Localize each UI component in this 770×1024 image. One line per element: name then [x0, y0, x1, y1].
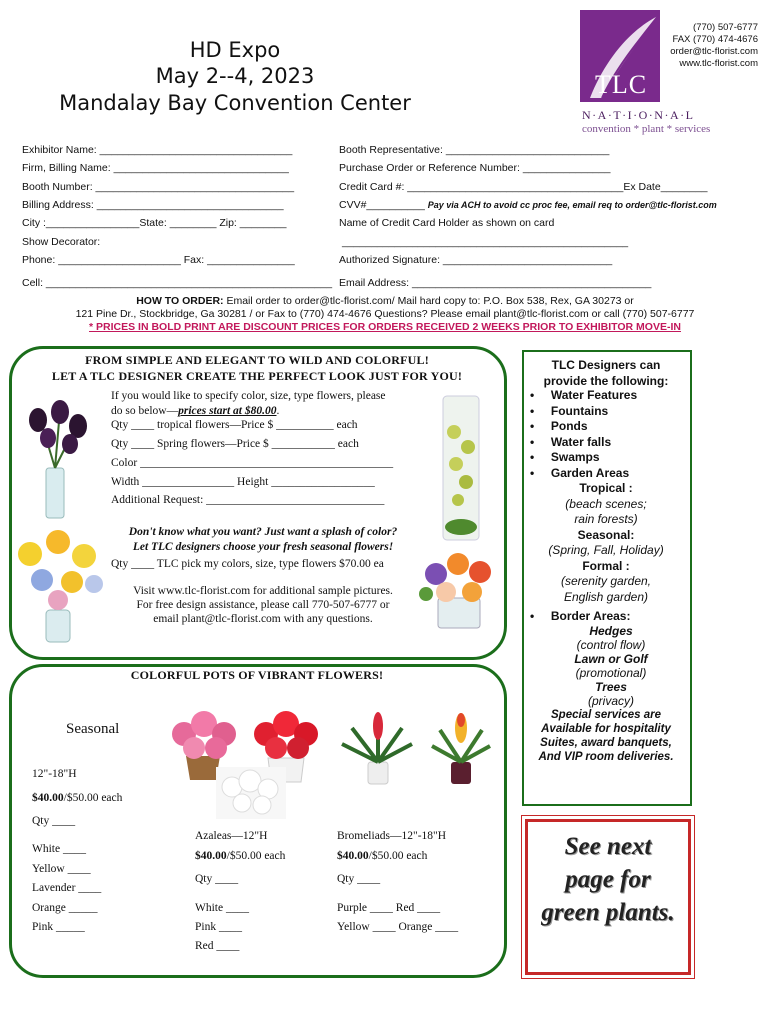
- design-price-start: prices start at $80.00: [178, 405, 277, 417]
- seasonal-pink-field[interactable]: Pink _____: [32, 921, 85, 933]
- services-heading: [524, 358, 688, 389]
- booth-representative-field[interactable]: Booth Representative: ____________________________: [339, 144, 610, 156]
- hedges-desc: (control flow): [576, 638, 646, 652]
- cardholder-name-field[interactable]: _________________________________________________: [342, 236, 629, 248]
- design-intro-1: If you would like to specify color, size, type flowers, please: [111, 390, 386, 402]
- visit-line-1: Visit www.tlc-florist.com for additional sample pictures.: [133, 585, 393, 597]
- contact-website[interactable]: www.tlc-florist.com: [679, 58, 758, 69]
- design-intro-2c: .: [276, 405, 280, 417]
- bromeliad-qty-field[interactable]: Qty ____: [337, 873, 381, 885]
- cvv-field[interactable]: [339, 198, 717, 212]
- services-heading-2: provide the following:: [543, 373, 669, 388]
- azalea-price: [195, 848, 285, 864]
- contact-block: [670, 22, 758, 70]
- city-state-zip-field[interactable]: City :________________State: ________ Zip: ________: [22, 217, 287, 229]
- azalea-color-list: [195, 899, 249, 956]
- seasonal-desc: (Spring, Fall, Holiday): [548, 543, 664, 557]
- visit-line-2: For free design assistance, please call 770-507-6777 or: [136, 599, 390, 611]
- lawn-golf-label: Lawn or Golf: [574, 652, 648, 666]
- seasonal-orange-field[interactable]: Orange _____: [32, 901, 98, 914]
- cvv-label: CVV#__________: [339, 199, 425, 211]
- lily-bouquet-image: [10, 524, 108, 644]
- discount-notice-text: * PRICES IN BOLD PRINT ARE DISCOUNT PRICES FOR ORDERS RECEIVED 2 WEEKS PRIOR TO EXHIBITOR MOVE-IN: [89, 321, 681, 333]
- service-garden-areas: • Garden Areas: [530, 465, 630, 480]
- exhibitor-name-field[interactable]: Exhibitor Name: _________________________________: [22, 144, 293, 156]
- services-heading-1: TLC Designers can: [551, 358, 661, 372]
- service-water-falls: • Water falls: [530, 434, 612, 449]
- see-next-line-1: See next: [564, 833, 652, 860]
- orchid-vase-image: [436, 392, 486, 542]
- seasonal-yellow-field[interactable]: Yellow ____: [32, 862, 91, 875]
- bromeliad-price-regular: /$50.00 each: [368, 850, 428, 862]
- seasonal-white-field[interactable]: White ____: [32, 843, 86, 855]
- bromeliad-yellow-image: [426, 704, 496, 786]
- tropical-label: Tropical :: [579, 481, 633, 495]
- service-swamps: • Swamps: [530, 450, 600, 464]
- bromeliad-title: Bromeliads—12"-18"H: [337, 830, 447, 842]
- visit-line-3: email plant@tlc-florist.com with any questions.: [153, 613, 373, 625]
- service-fountains: • Fountains: [530, 403, 609, 418]
- pots-heading: COLORFUL POTS OF VIBRANT FLOWERS!: [130, 668, 384, 682]
- booth-number-field[interactable]: Booth Number: __________________________________: [22, 181, 295, 193]
- color-field[interactable]: Color ____________________________________________: [111, 457, 394, 469]
- event-venue: Mandalay Bay Convention Center: [59, 91, 411, 115]
- contact-email[interactable]: order@tlc-florist.com: [670, 46, 758, 57]
- contact-fax: FAX (770) 474-4676: [672, 34, 758, 45]
- bromeliad-red-image: [332, 704, 422, 786]
- seasonal-label: Seasonal:: [577, 527, 635, 542]
- cell-field[interactable]: Cell: _________________________________________________: [22, 277, 333, 289]
- seasonal-color-list: [32, 840, 101, 938]
- email-address-field[interactable]: Email Address: _________________________________________: [339, 277, 652, 289]
- formal-desc-1: (serenity garden,: [560, 574, 652, 588]
- rose-arrangement-image: [418, 544, 500, 630]
- special-line-2: Available for hospitality: [541, 723, 671, 735]
- special-line-4: And VIP room deliveries.: [538, 751, 674, 763]
- billing-address-field[interactable]: Billing Address: ________________________________: [22, 199, 284, 211]
- azalea-pink-field[interactable]: Pink ____: [195, 921, 242, 933]
- event-title: HD Expo: [189, 38, 281, 62]
- tropical-flowers-field[interactable]: Qty ____ tropical flowers—Price $ __________ each: [111, 419, 358, 431]
- discount-notice: [0, 321, 770, 334]
- border-area-types: [540, 624, 682, 708]
- event-dates: May 2--4, 2023: [155, 64, 315, 88]
- azalea-price-discount: $40.00: [195, 850, 227, 862]
- phone-fax-field[interactable]: Phone: _____________________ Fax: _______________: [22, 254, 295, 266]
- bromeliad-price-discount: $40.00: [337, 850, 369, 862]
- how-to-order-line2: 121 Pine Dr., Stockbridge, Ga 30281 / or Fax to (770) 474-4676 Questions? Please email plant@tlc-florist.com or call (770) 507-6777: [75, 308, 695, 320]
- service-water-features: • Water Features: [530, 388, 638, 402]
- special-services-note: [524, 708, 688, 764]
- how-to-order-line1: [0, 295, 770, 308]
- trees-label: Trees: [595, 680, 627, 694]
- cardholder-name-label: Name of Credit Card Holder as shown on card: [339, 217, 555, 229]
- service-ponds: • Ponds: [530, 419, 588, 433]
- lawn-golf-desc: (promotional): [575, 666, 647, 680]
- azalea-white-field[interactable]: White ____: [195, 902, 249, 914]
- credit-card-field[interactable]: Credit Card #: _____________________________________Ex Date________: [339, 181, 708, 193]
- border-areas-item: • Border Areas:: [530, 609, 631, 623]
- ach-note: Pay via ACH to avoid cc proc fee, email req to order@tlc-florist.com: [427, 200, 717, 210]
- formal-desc-2: English garden): [563, 589, 649, 604]
- how-to-order-text1: Email order to order@tlc-florist.com/ Mail hard copy to: P.O. Box 538, Rex, GA 30273 or: [223, 295, 634, 307]
- azalea-price-regular: /$50.00 each: [226, 850, 286, 862]
- show-decorator-field[interactable]: Show Decorator:: [22, 236, 101, 248]
- additional-request-field[interactable]: Additional Request: _______________________________: [111, 494, 385, 506]
- dont-know-text: [108, 525, 418, 555]
- logo-tagline: convention * plant * services: [582, 123, 711, 135]
- how-to-order-label: HOW TO ORDER:: [136, 295, 224, 307]
- seasonal-title: Seasonal: [66, 721, 120, 737]
- bromeliad-purple-red-field[interactable]: Purple ____ Red ____: [337, 902, 441, 914]
- design-intro-2a: do so below—: [111, 405, 179, 417]
- tropical-desc-1: (beach scenes;: [565, 496, 647, 511]
- special-line-3: Suites, award banquets,: [540, 737, 672, 749]
- see-next-line-3: green plants.: [541, 899, 675, 926]
- width-height-field[interactable]: Width ________________ Height __________________: [111, 476, 375, 488]
- authorized-signature-field[interactable]: Authorized Signature: _____________________________: [339, 254, 613, 266]
- spring-flowers-field[interactable]: Qty ____ Spring flowers—Price $ ___________ each: [111, 438, 359, 450]
- seasonal-qty-field[interactable]: Qty ____: [32, 815, 76, 827]
- logo-letters: TLC: [595, 70, 648, 99]
- purchase-order-field[interactable]: Purchase Order or Reference Number: _______________: [339, 162, 611, 174]
- seasonal-price: [32, 790, 122, 806]
- bromeliad-yellow-orange-field[interactable]: Yellow ____ Orange ____: [337, 921, 459, 933]
- contact-phone: (770) 507-6777: [693, 22, 758, 33]
- tropical-desc-2: rain forests): [574, 512, 638, 526]
- garden-area-types: [540, 481, 672, 605]
- bromeliad-color-list: [337, 899, 458, 937]
- see-next-line-2: page for: [565, 866, 651, 893]
- azalea-red-field[interactable]: Red ____: [195, 940, 240, 952]
- seasonal-price-regular: /$50.00 each: [63, 792, 123, 804]
- trees-desc: (privacy): [587, 694, 634, 708]
- firm-billing-name-field[interactable]: Firm, Billing Name: ______________________________: [22, 162, 289, 174]
- bromeliad-price: [337, 848, 427, 864]
- services-list: [530, 388, 680, 481]
- seasonal-price-discount: $40.00: [32, 792, 64, 804]
- visit-text: [108, 584, 418, 626]
- formal-label: Formal :: [582, 558, 630, 573]
- azalea-white-image: [216, 767, 286, 819]
- dont-know-line-2: Let TLC designers choose your fresh seasonal flowers!: [132, 541, 394, 553]
- design-heading-2: LET A TLC DESIGNER CREATE THE PERFECT LOOK JUST FOR YOU!: [51, 369, 463, 383]
- border-areas-label: Border Areas:: [550, 609, 631, 623]
- see-next-page-text: [525, 830, 691, 929]
- special-line-1: Special services are: [551, 709, 661, 721]
- seasonal-lavender-field[interactable]: Lavender ____: [32, 882, 102, 894]
- dont-know-line-1: Don't know what you want? Just want a splash of color?: [128, 526, 398, 538]
- tlc-pick-field[interactable]: Qty ____ TLC pick my colors, size, type flowers $70.00 ea: [111, 558, 384, 570]
- azalea-title: Azaleas—12"H: [195, 830, 268, 842]
- logo-national: N·A·T·I·O·N·A·L: [582, 108, 695, 122]
- design-heading-1: FROM SIMPLE AND ELEGANT TO WILD AND COLORFUL!: [85, 353, 429, 367]
- seasonal-size: 12"-18"H: [32, 768, 77, 780]
- hedges-label: Hedges: [589, 624, 633, 638]
- azalea-qty-field[interactable]: Qty ____: [195, 873, 239, 885]
- calla-lily-arrangement-image: [20, 398, 92, 520]
